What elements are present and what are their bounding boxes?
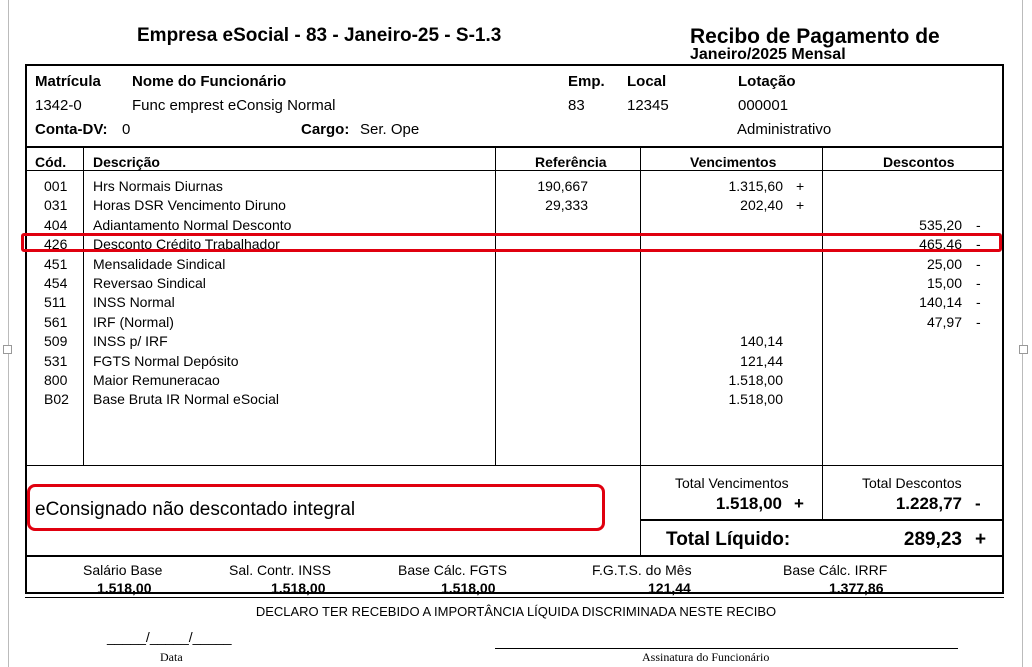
value-lotacao: 000001 <box>738 97 789 114</box>
table-top-border <box>25 146 1004 148</box>
value-nome: Func emprest eConsig Normal <box>132 97 336 114</box>
base-value-fgts-mes: 121,44 <box>648 580 691 596</box>
base-value-irrf: 1.377,86 <box>829 580 884 596</box>
cell-desconto: 25,00 <box>926 256 962 272</box>
label-conta-dv: Conta-DV: <box>35 121 108 138</box>
cell-desconto-sign: - <box>976 256 981 272</box>
cell-cod: 509 <box>44 333 68 349</box>
cell-descricao: INSS Normal <box>93 294 175 310</box>
receipt-subtitle: Janeiro/2025 Mensal <box>690 46 846 63</box>
base-value-salario: 1.518,00 <box>97 580 152 596</box>
cell-vencimento: 121,44 <box>740 353 783 369</box>
header-referencia: Referência <box>535 154 607 170</box>
col-divider-desc <box>495 147 496 465</box>
cell-vencimento-sign: + <box>796 178 805 194</box>
cell-vencimento: 1.315,60 <box>728 178 783 194</box>
col-divider-cod <box>83 147 84 465</box>
header-vencimentos: Vencimentos <box>690 154 777 170</box>
col-divider-ref <box>640 147 641 555</box>
cell-vencimento: 202,40 <box>740 197 783 213</box>
cell-cod: 451 <box>44 256 68 272</box>
resize-handle-left[interactable] <box>3 345 12 354</box>
base-label-salario: Salário Base <box>83 562 163 578</box>
cell-cod: 511 <box>44 294 67 310</box>
cell-descricao: FGTS Normal Depósito <box>93 353 239 369</box>
cell-descricao: Horas DSR Vencimento Diruno <box>93 197 286 213</box>
cell-desconto: 47,97 <box>926 314 962 330</box>
bases-bottom-border <box>25 597 1004 598</box>
label-matricula: Matrícula <box>35 73 101 90</box>
cell-descricao: Reversao Sindical <box>93 275 206 291</box>
cell-cod: 531 <box>44 353 68 369</box>
total-vencimentos-label: Total Vencimentos <box>675 475 789 491</box>
value-local: 12345 <box>627 97 669 114</box>
total-liquido-value: 289,23 <box>903 529 962 550</box>
cell-cod: B02 <box>44 391 69 407</box>
page-right-edge <box>1022 0 1023 667</box>
cell-cod: 561 <box>44 314 68 330</box>
total-descontos-label: Total Descontos <box>862 475 962 491</box>
signature-line[interactable] <box>495 648 958 649</box>
total-liquido-label: Total Líquido: <box>666 529 791 550</box>
cell-desconto: 535,20 <box>919 217 962 233</box>
total-vencimentos-sign: + <box>794 494 804 513</box>
cell-desconto-sign: - <box>976 236 981 252</box>
cell-vencimento: 1.518,00 <box>728 391 783 407</box>
page-left-edge <box>8 0 9 667</box>
cell-desconto: 15,00 <box>926 275 962 291</box>
cell-descricao: Hrs Normais Diurnas <box>93 178 223 194</box>
cell-cod: 404 <box>44 217 68 233</box>
total-descontos-value: 1.228,77 <box>895 494 962 513</box>
company-title: Empresa eSocial - 83 - Janeiro-25 - S-1.3 <box>137 25 502 46</box>
cell-descricao: Maior Remuneracao <box>93 372 220 388</box>
value-conta-dv: 0 <box>122 121 131 138</box>
cell-desconto: 465,46 <box>919 236 962 252</box>
annotation-text: eConsignado não descontado integral <box>35 499 356 520</box>
bases-top-border <box>25 555 1004 557</box>
highlight-row-426 <box>21 233 1002 252</box>
cell-descricao: Mensalidade Sindical <box>93 256 226 272</box>
label-nome: Nome do Funcionário <box>132 73 287 90</box>
base-label-inss: Sal. Contr. INSS <box>229 562 331 578</box>
cell-descricao: Desconto Crédito Trabalhador <box>93 236 280 252</box>
header-descontos: Descontos <box>883 154 955 170</box>
declaration-text: DECLARO TER RECEBIDO A IMPORTÂNCIA LÍQUIDA DISCRIMINADA NESTE RECIBO <box>255 604 777 619</box>
base-label-irrf: Base Cálc. IRRF <box>783 562 888 578</box>
cell-desconto-sign: - <box>976 314 981 330</box>
totals-divider <box>640 519 1004 521</box>
value-emp: 83 <box>568 97 585 114</box>
cell-vencimento: 140,14 <box>740 333 783 349</box>
cell-cod: 426 <box>44 236 68 252</box>
cell-referencia: 29,333 <box>545 197 588 213</box>
total-descontos-sign: - <box>975 494 981 513</box>
cell-descricao: Base Bruta IR Normal eSocial <box>93 391 279 407</box>
cell-vencimento-sign: + <box>796 197 805 213</box>
label-lotacao: Lotação <box>738 73 796 90</box>
resize-handle-right[interactable] <box>1019 345 1028 354</box>
table-header-border <box>25 170 1004 171</box>
value-cargo: Ser. Ope <box>360 121 420 138</box>
cell-cod: 031 <box>44 197 68 213</box>
label-cargo: Cargo: <box>301 121 350 138</box>
label-emp: Emp. <box>568 73 605 90</box>
value-matricula: 1342-0 <box>35 97 82 114</box>
cell-descricao: IRF (Normal) <box>93 314 174 330</box>
header-cod: Cód. <box>35 154 67 170</box>
cell-cod: 454 <box>44 275 68 291</box>
signature-label: Assinatura do Funcionário <box>642 650 770 664</box>
cell-desconto-sign: - <box>976 217 981 233</box>
header-descricao: Descrição <box>93 154 160 170</box>
cell-cod: 001 <box>44 178 68 194</box>
base-label-fgts-mes: F.G.T.S. do Mês <box>592 562 692 578</box>
value-lotacao-desc: Administrativo <box>737 121 832 138</box>
cell-vencimento: 1.518,00 <box>728 372 783 388</box>
cell-descricao: Adiantamento Normal Desconto <box>93 217 292 233</box>
total-liquido-sign: + <box>975 529 987 550</box>
base-value-inss: 1.518,00 <box>271 580 326 596</box>
cell-descricao: INSS p/ IRF <box>93 333 168 349</box>
cell-cod: 800 <box>44 372 68 388</box>
table-bottom-border <box>25 465 1004 466</box>
cell-desconto-sign: - <box>976 294 981 310</box>
label-local: Local <box>627 73 667 90</box>
cell-desconto-sign: - <box>976 275 981 291</box>
date-blank[interactable]: _____/_____/_____ <box>107 629 232 645</box>
base-label-fgts: Base Cálc. FGTS <box>398 562 507 578</box>
cell-referencia: 190,667 <box>537 178 588 194</box>
receipt-title: Recibo de Pagamento de <box>690 25 940 48</box>
col-divider-venc <box>822 147 823 519</box>
base-value-fgts: 1.518,00 <box>441 580 496 596</box>
cell-desconto: 140,14 <box>919 294 962 310</box>
date-label: Data <box>160 650 183 664</box>
total-vencimentos-value: 1.518,00 <box>715 494 782 513</box>
